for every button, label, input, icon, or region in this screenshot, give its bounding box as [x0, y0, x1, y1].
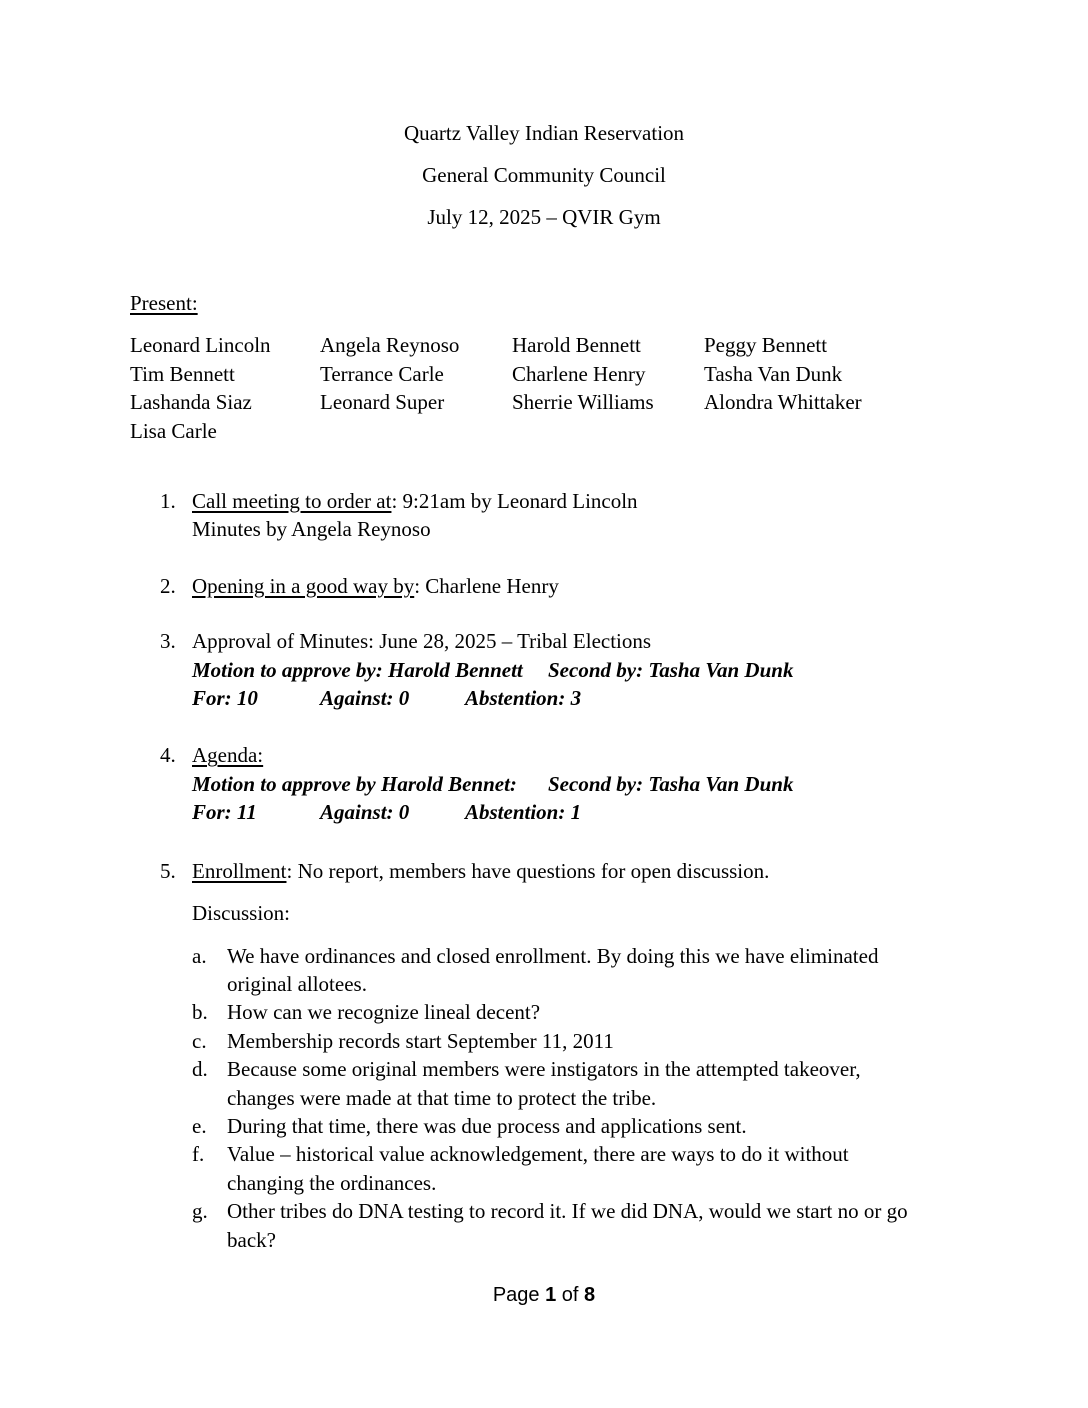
attendee-name: Harold Bennett: [512, 333, 641, 358]
item-number: 2.: [160, 573, 176, 598]
enrollment-line: [192, 857, 958, 885]
page-number: 1: [545, 1284, 557, 1306]
attendee-name: Leonard Super: [320, 390, 445, 415]
discussion-item: [192, 1197, 958, 1254]
discussion-item-text: Other tribes do DNA testing to record it. If we did DNA, would we start no or go back?: [227, 1199, 908, 1252]
item-number: 4.: [160, 743, 176, 768]
discussion-item-label: f.: [192, 1142, 205, 1167]
votes-abstention: Abstention: 3: [465, 686, 582, 711]
discussion-item: [192, 1112, 958, 1140]
votes-line: [192, 798, 958, 826]
attendee-name: Lashanda Siaz: [130, 390, 252, 415]
minutes-by-line: Minutes by Angela Reynoso: [192, 517, 431, 542]
attendee-name: Tasha Van Dunk: [704, 361, 843, 386]
item-number: 1.: [160, 489, 176, 514]
votes-against: Against: 0: [320, 800, 410, 825]
discussion-item: [192, 1140, 958, 1197]
attendee-name: Alondra Whittaker: [704, 390, 862, 415]
approval-of-minutes-line: Approval of Minutes: June 28, 2025 – Tribal Elections: [192, 629, 652, 654]
motion-line: [192, 656, 958, 684]
page-total: 8: [584, 1284, 596, 1306]
present-heading: Present:: [130, 291, 198, 315]
title-line-organization: Quartz Valley Indian Reservation: [403, 121, 685, 145]
discussion-item-text: How can we recognize lineal decent?: [227, 1000, 541, 1025]
second-by: Second by: Tasha Van Dunk: [548, 771, 794, 796]
opening-line: [192, 572, 958, 600]
discussion-item-text: During that time, there was due process and applications sent.: [227, 1113, 747, 1138]
discussion-item-text: Because some original members were instigators in the attempted takeover, changes were made at that time to protect the tribe.: [227, 1057, 861, 1110]
agenda-item-agenda-approval: [130, 741, 958, 826]
discussion-item-label: g.: [192, 1199, 208, 1224]
discussion-item: [192, 998, 958, 1026]
agenda-item-opening: [130, 572, 958, 600]
title-line-council: General Community Council: [422, 163, 666, 187]
attendee-list: [130, 331, 958, 445]
title-line-date-location: July 12, 2025 – QVIR Gym: [427, 205, 661, 229]
agenda-label: Agenda:: [192, 743, 264, 768]
attendee-name: Lisa Carle: [130, 418, 217, 443]
attendee-name: Charlene Henry: [512, 361, 646, 386]
attendee-name: Terrance Carle: [320, 361, 444, 386]
opening-value: : Charlene Henry: [414, 573, 559, 598]
votes-abstention: Abstention: 1: [465, 800, 582, 825]
enrollment-label: Enrollment: [192, 858, 287, 883]
discussion-item-label: a.: [192, 943, 207, 968]
discussion-item-label: d.: [192, 1057, 208, 1082]
votes-against: Against: 0: [320, 686, 410, 711]
discussion-item-label: b.: [192, 1000, 208, 1025]
discussion-item-text: Value – historical value acknowledgement, there are ways to do it without changing the ordinances.: [227, 1142, 849, 1195]
votes-for: For: 10: [192, 686, 258, 711]
agenda-heading-line: [192, 741, 958, 769]
agenda-item-call-to-order: [130, 487, 958, 544]
attendee-name: Sherrie Williams: [512, 390, 654, 415]
discussion-item: [192, 1027, 958, 1055]
attendee-name: Tim Bennett: [130, 361, 235, 386]
call-to-order-label: Call meeting to order at: [192, 489, 392, 514]
enrollment-value: : No report, members have questions for open discussion.: [286, 858, 770, 883]
call-to-order-value: : 9:21am by Leonard Lincoln: [391, 489, 638, 514]
call-to-order-line: [192, 487, 958, 515]
discussion-item: [192, 1055, 958, 1112]
discussion-list: [192, 942, 958, 1254]
votes-line: [192, 684, 958, 712]
motion-line: [192, 770, 958, 798]
attendee-name: Peggy Bennett: [704, 333, 828, 358]
motion-by: Motion to approve by: Harold Bennett: [192, 657, 523, 682]
second-by: Second by: Tasha Van Dunk: [548, 657, 794, 682]
agenda-item-approval-of-minutes: [130, 627, 958, 712]
document-title-block: [130, 112, 958, 238]
discussion-item: [192, 942, 958, 999]
discussion-item-text: We have ordinances and closed enrollment. By doing this we have eliminated original allotees.: [227, 943, 879, 996]
discussion-heading: Discussion:: [192, 901, 291, 926]
page-footer: [0, 1281, 1088, 1309]
motion-by: Motion to approve by Harold Bennet:: [192, 771, 517, 796]
agenda-item-enrollment: [130, 857, 958, 885]
opening-label: Opening in a good way by: [192, 573, 415, 598]
votes-for: For: 11: [192, 800, 257, 825]
item-number: 5.: [160, 858, 176, 883]
attendee-name: Leonard Lincoln: [130, 333, 271, 358]
discussion-item-label: e.: [192, 1113, 207, 1138]
agenda-list: [130, 487, 958, 1254]
footer-prefix: Page: [492, 1284, 540, 1306]
discussion-item-text: Membership records start September 11, 2011: [227, 1028, 614, 1053]
discussion-item-label: c.: [192, 1028, 207, 1053]
item-number: 3.: [160, 629, 176, 654]
footer-separator: of: [561, 1284, 579, 1306]
attendee-name: Angela Reynoso: [320, 333, 460, 358]
